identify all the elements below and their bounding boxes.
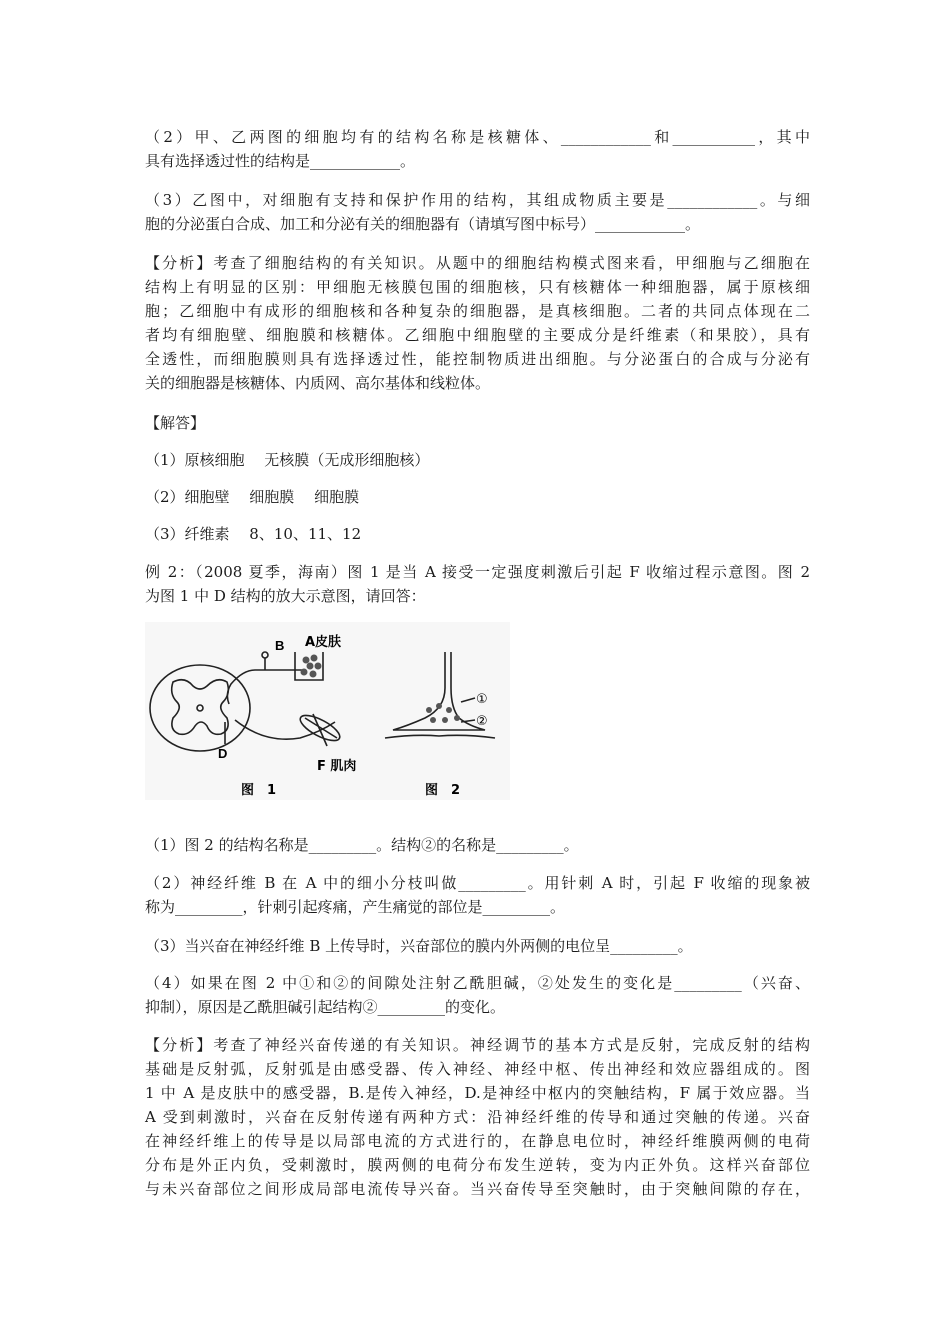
analysis-1: 【分析】考查了细胞结构的有关知识。从题中的细胞结构模式图来看，甲细胞与乙细胞在 结构上有明显的区别：甲细胞无核膜包围的细胞核，只有核糖体一种细胞器，属于原核细 胞；乙细胞中有成形的细胞核和各种复杂的细胞器，是真核细胞。二者的共同点体现在二 者均有细胞壁、细胞膜和核糖体。乙细胞中细胞壁的主要成分是纤维素（和果胶），具有 全透性，而细胞膜则具有选择透过性，能控制物质进出细胞。与分泌蛋白的合成与分泌有 关的细胞器是核糖体、内质网、高尔基体和线粒体。 (145, 254, 810, 392)
label-b: B (275, 638, 285, 653)
caption-figure-1: 图 1 (241, 783, 277, 798)
spinal-cord-outline (150, 665, 250, 751)
reflex-arc-figure (145, 622, 510, 800)
gray-matter-shape (172, 680, 229, 735)
caption-figure-2: 图 2 (425, 783, 461, 798)
question-2-part-3: （3）当兴奋在神经纤维 B 上传导时，兴奋部位的膜内外两侧的电位呈_________。 (145, 937, 693, 955)
marker-1: ① (476, 692, 488, 707)
marker-2: ② (476, 714, 488, 729)
label-d: D (218, 746, 228, 761)
postsynaptic-membrane (385, 735, 495, 738)
example-2-intro: 例 2：（2008 夏季，海南）图 1 是当 A 接受一定强度刺激后引起 F 收缩过程示意图。图 2 为图 1 中 D 结构的放大示意图，请回答： (145, 563, 810, 605)
ganglion-marker (262, 652, 268, 658)
reflex-arc-diagram (145, 622, 510, 800)
question-2-part-2: （2）神经纤维 B 在 A 中的细小分枝叫做_________。用针刺 A 时，引起 F 收缩的现象被 称为_________，针刺引起疼痛，产生痛觉的部位是_________。 (145, 874, 810, 916)
afferent-nerve-b (227, 670, 305, 704)
answer-1: （1）原核细胞 无核膜（无成形细胞核） (145, 451, 430, 469)
label-a-skin: A皮肤 (305, 635, 342, 650)
question-2-part-1: （1）图 2 的结构名称是_________。结构②的名称是_________。 (145, 836, 579, 854)
label-f-muscle: F 肌肉 (317, 759, 357, 774)
question-1-part-3: （3）乙图中，对细胞有支持和保护作用的结构，其组成物质主要是____________。与细 胞的分泌蛋白合成、加工和分泌有关的细胞器有（请填写图中标号）____________。 (145, 191, 810, 233)
presynaptic-terminal (393, 652, 485, 730)
answer-2: （2）细胞壁 细胞膜 细胞膜 (145, 488, 360, 506)
question-2-part-4: （4）如果在图 2 中①和②的间隙处注射乙酰胆碱，②处发生的变化是_________（兴奋、 抑制），原因是乙酰胆碱引起结构②_________的变化。 (145, 974, 810, 1016)
answer-3: （3）纤维素 8、10、11、12 (145, 525, 362, 543)
question-1-part-2: （2）甲、乙两图的细胞均有的结构名称是核糖体、____________和___________，其中 具有选择透过性的结构是____________。 (145, 128, 810, 170)
analysis-2: 【分析】考查了神经兴奋传递的有关知识。神经调节的基本方式是反射，完成反射的结构 基础是反射弧，反射弧是由感受器、传入神经、神经中枢、传出神经和效应器组成的。图 1 中 A 是皮肤中的感受器，B.是传入神经，D.是神经中枢内的突触结构，F 属于效应器。当 A 受到刺激时，兴奋在反射传递有两种方式：沿神经纤维的传导和通过突触的传递。兴奋 在神经纤维上的传导是以局部电流的方式进行的，在静息电位时，神经纤维膜两侧的电荷 分布是外正内负，受刺激时，膜两侧的电荷分布发生逆转，变为内正外负。这样兴奋部位 与未兴奋部位之间形成局部电流传导兴奋。当兴奋传导至突触时，由于突触间隙的存在， (145, 1036, 810, 1198)
answer-header: 【解答】 (145, 414, 206, 432)
central-canal (197, 705, 203, 711)
